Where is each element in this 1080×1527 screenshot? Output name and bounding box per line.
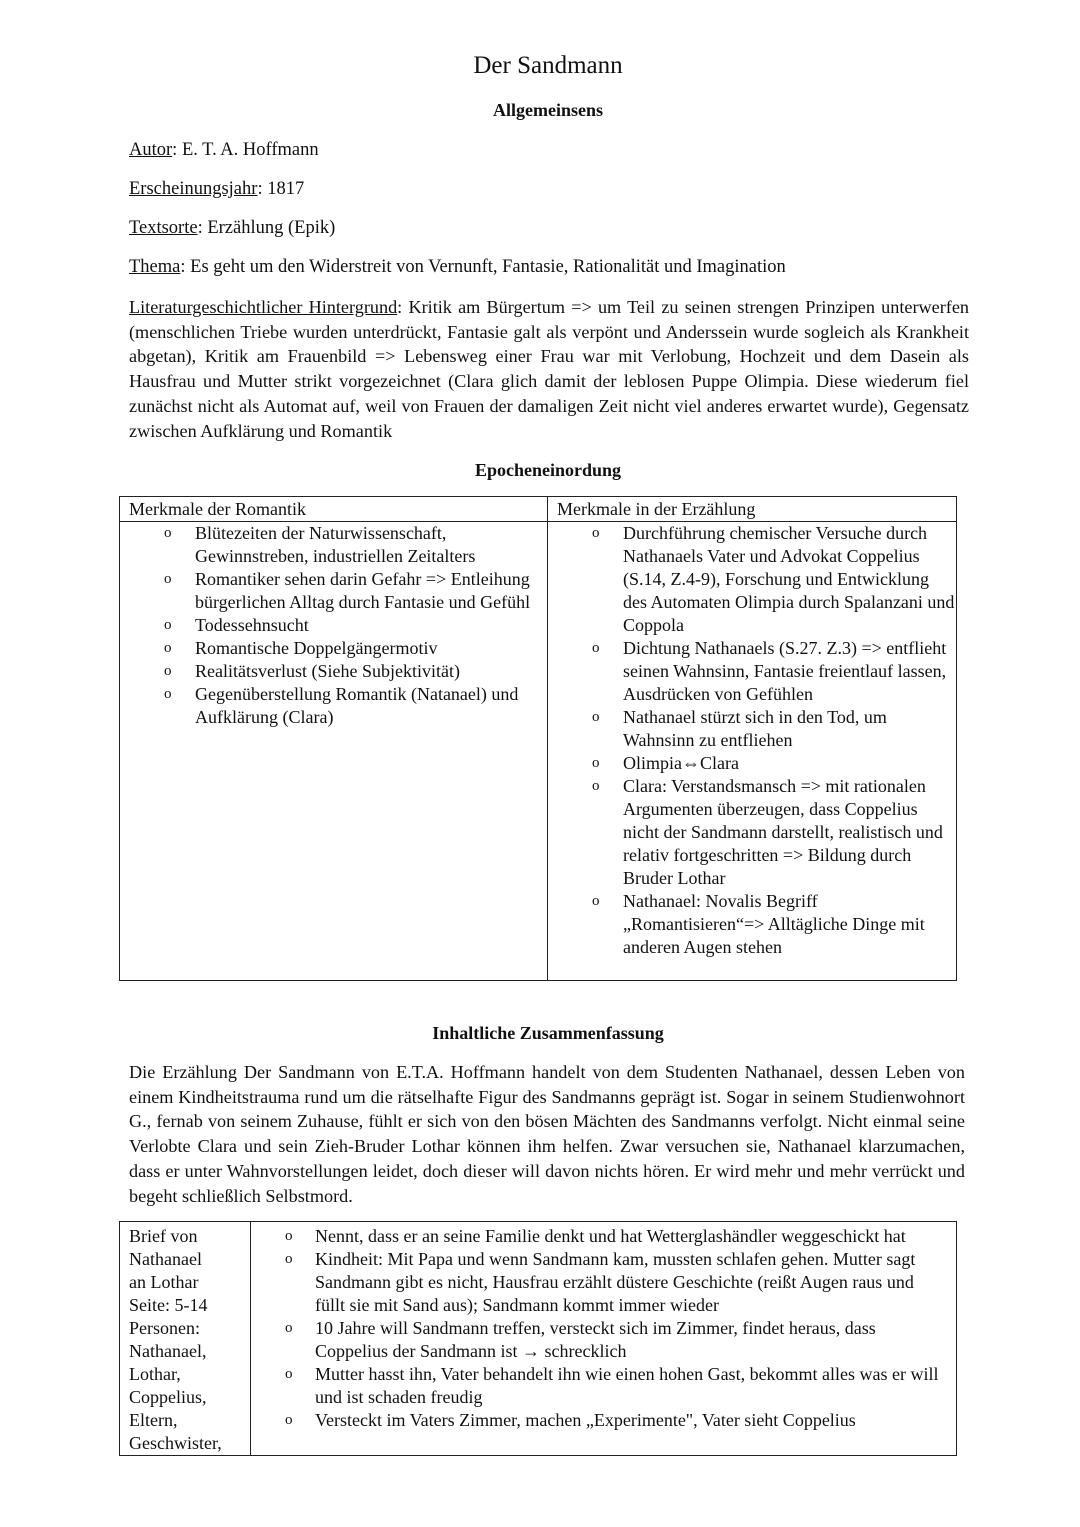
- bullet-circle-icon: o: [592, 525, 600, 541]
- romantic-feature-item: [120, 683, 547, 729]
- author-line: Autor: E. T. A. Hoffmann: [129, 140, 319, 160]
- romantic-feature-item: [120, 568, 547, 614]
- letter-info-line: Personen:: [129, 1318, 200, 1338]
- romantic-feature-item: [120, 614, 547, 637]
- letter-items-list: [251, 1225, 956, 1432]
- story-feature-item-text: Nathanael stürzt sich in den Tod, um Wahnsinn zu entfliehen: [623, 707, 887, 750]
- background-label: Literaturgeschichtlicher Hintergrund: [129, 297, 398, 317]
- story-feature-item: [548, 637, 956, 706]
- story-feature-item-text: Olimpia⇔Clara: [623, 753, 739, 773]
- romantic-feature-item: [120, 660, 547, 683]
- romantic-feature-item: [120, 637, 547, 660]
- romantic-feature-item-text: Romantiker sehen darin Gefahr => Entleihung bürgerlichen Alltag durch Fantasie und Gefühl: [195, 569, 531, 612]
- letter-info-line: Nathanael: [129, 1249, 202, 1269]
- type-label: Textsorte: [129, 218, 198, 238]
- letter-item-text: Nennt, dass er an seine Familie denkt und hat Wetterglashändler weggeschickt hat: [315, 1226, 906, 1246]
- bullet-circle-icon: o: [285, 1366, 293, 1382]
- bullet-circle-icon: o: [164, 686, 172, 702]
- romantic-feature-item-text: Todessehnsucht: [195, 615, 309, 635]
- story-feature-item-text: Durchführung chemischer Versuche durch Nathanaels Vater und Advokat Coppelius (S.14, Z.4-9), Forschung und Entwicklung des Automaten Olimpia durch Spalanzani und Coppola: [623, 523, 955, 635]
- letter-item-text: Versteckt im Vaters Zimmer, machen „Experimente", Vater sieht Coppelius: [315, 1410, 856, 1430]
- story-feature-item-text: Clara: Verstandsmansch => mit rationalen Argumenten überzeugen, dass Coppelius nicht der Sandmann darstellt, realistisch und relativ fortgeschritten => Bildung durch Bruder Lothar: [623, 776, 943, 888]
- epoch-table-header-row: [120, 497, 957, 522]
- letter-info-line: Brief von: [129, 1226, 198, 1246]
- romantic-feature-item-text: Gegenüberstellung Romantik (Natanael) und Aufklärung (Clara): [195, 684, 519, 727]
- bullet-circle-icon: o: [592, 709, 600, 725]
- epoch-col1-cell: [120, 522, 548, 981]
- epoch-table: [119, 496, 957, 981]
- story-feature-item: [548, 752, 956, 775]
- author-label: Autor: [129, 140, 173, 160]
- background-value: Kritik am Bürgertum => um Teil zu seinen strengen Prinzipen unterwerfen (menschlichen Triebe wurden unterdrückt, Fantasie galt als verpönt und Anderssein wurde sogleich als Krankheit abgetan), Kritik am Frauenbild => Lebensweg einer Frau war mit Verlobung, Hochzeit und dem Dasein als Hausfrau und Mutter strikt vorgezeichnet (Clara glich damit der leblosen Puppe Olimpia. Diese wiederum fiel zunächst nicht als Automat auf, weil von Frauen der damaligen Zeit nicht viel anderes erwartet wurde), Gegensatz zwischen Aufklärung und Romantik: [129, 297, 969, 441]
- bullet-circle-icon: o: [285, 1251, 293, 1267]
- letter-info-line: Geschwister,: [129, 1433, 222, 1453]
- letter-item-text: Kindheit: Mit Papa und wenn Sandmann kam, mussten schlafen gehen. Mutter sagt Sandmann gibt es nicht, Hausfrau erzählt düstere Geschichte (reißt Augen raus und füllt sie mit Sand aus); Sandmann kommt immer wieder: [315, 1249, 916, 1315]
- theme-label: Thema: [129, 257, 181, 277]
- theme-value: Es geht um den Widerstreit von Vernunft, Fantasie, Rationalität und Imagination: [190, 257, 786, 277]
- letter-info-line: Eltern,: [129, 1410, 178, 1430]
- romantic-feature-item-text: Blütezeiten der Naturwissenschaft, Gewinnstreben, industriellen Zeitalters: [195, 523, 476, 566]
- summary-paragraph: Die Erzählung Der Sandmann von E.T.A. Hoffmann handelt von dem Studenten Nathanael, dessen Leben von einem Kindheitstrauma rund um die rätselhafte Figur des Sandmanns geprägt ist. Sogar in seinem Studienwohnort G., fernab von seinem Zuhause, fühlt er sich von den bösen Mächten des Sandmanns verfolgt. Nicht einmal seine Verlobte Clara und sein Zieh-Bruder Lothar können ihm helfen. Zwar versuchen sie, Nathanael klarzumachen, dass er unter Wahnvorstellungen leidet, doch dieser will davon nichts hören. Er wird mehr und mehr verrückt und begeht schließlich Selbstmord.: [129, 1062, 965, 1206]
- letter-info-line: an Lothar: [129, 1272, 199, 1292]
- story-feature-item: [548, 890, 956, 959]
- letter-table: [119, 1221, 957, 1456]
- bullet-circle-icon: o: [164, 571, 172, 587]
- letter-info-line: Seite: 5-14: [129, 1295, 208, 1315]
- letter-item-text: Mutter hasst ihn, Vater behandelt ihn wie einen hohen Gast, bekommt alles was er will und ist schaden freudig: [315, 1364, 939, 1407]
- section-heading-epoch: Epocheneinordung: [474, 460, 622, 480]
- letter-info-line: Lothar,: [129, 1364, 181, 1384]
- epoch-table-body-row: [120, 522, 957, 981]
- epoch-col2-cell: [548, 522, 957, 981]
- letter-item: [251, 1225, 956, 1248]
- epoch-col1-header: Merkmale der Romantik: [120, 497, 548, 522]
- romantic-feature-item: [120, 522, 547, 568]
- story-feature-item-text: Dichtung Nathanaels (S.27. Z.3) => entflieht seinen Wahnsinn, Fantasie freientlauf lassen, Ausdrücken von Gefühlen: [623, 638, 947, 704]
- story-feature-item: [548, 522, 956, 637]
- bullet-circle-icon: o: [164, 525, 172, 541]
- letter-items-cell: [251, 1222, 957, 1456]
- letter-info-line: Coppelius,: [129, 1387, 207, 1407]
- story-feature-item: [548, 775, 956, 890]
- bullet-circle-icon: o: [164, 640, 172, 656]
- author-value: E. T. A. Hoffmann: [181, 140, 319, 160]
- letter-item: [251, 1317, 956, 1363]
- letter-item-text: 10 Jahre will Sandmann treffen, versteckt sich im Zimmer, findet heraus, dass Coppelius der Sandmann ist → schrecklich: [315, 1318, 876, 1361]
- romantic-feature-item-text: Realitätsverlust (Siehe Subjektivität): [195, 661, 460, 681]
- romantic-feature-item-text: Romantische Doppelgängermotiv: [195, 638, 438, 658]
- year-label: Erscheinungsjahr: [129, 179, 258, 199]
- section-heading-general: Allgemeinsens: [493, 100, 603, 120]
- letter-info-cell: [120, 1222, 251, 1456]
- bullet-circle-icon: o: [592, 640, 600, 656]
- bullet-circle-icon: o: [592, 893, 600, 909]
- story-feature-item: [548, 706, 956, 752]
- section-heading-summary: Inhaltliche Zusammenfassung: [432, 1023, 664, 1043]
- story-feature-item-text: Nathanael: Novalis Begriff „Romantisieren“=> Alltägliche Dinge mit anderen Augen stehen: [623, 891, 925, 957]
- story-features-list: [548, 522, 956, 959]
- romantic-features-list: [120, 522, 547, 729]
- letter-info-lines: [129, 1225, 250, 1455]
- type-line: Textsorte: Erzählung (Epik): [129, 218, 336, 238]
- background-paragraph: Literaturgeschichtlicher Hintergrund: Kritik am Bürgertum => um Teil zu seinen strengen Prinzipen unterwerfen (menschlichen Triebe wurden unterdrückt, Fantasie galt als verpönt und Anderssein wurde sogleich als Krankheit abgetan), Kritik am Frauenbild => Lebensweg einer Frau war mit Verlobung, Hochzeit und dem Dasein als Hausfrau und Mutter strikt vorgezeichnet (Clara glich damit der leblosen Puppe Olimpia. Diese wiederum fiel zunächst nicht als Automat auf, weil von Frauen der damaligen Zeit nicht viel anderes erwartet wurde), Gegensatz zwischen Aufklärung und Romantik: [129, 297, 969, 441]
- letter-item: [251, 1363, 956, 1409]
- year-line: Erscheinungsjahr: 1817: [129, 179, 305, 199]
- letter-table-row: [120, 1222, 957, 1456]
- bullet-circle-icon: o: [592, 755, 600, 771]
- type-value: Erzählung (Epik): [207, 218, 336, 238]
- bullet-circle-icon: o: [164, 617, 172, 633]
- bullet-circle-icon: o: [164, 663, 172, 679]
- bullet-circle-icon: o: [285, 1320, 293, 1336]
- theme-line: Thema: Es geht um den Widerstreit von Vernunft, Fantasie, Rationalität und Imagination: [129, 257, 786, 277]
- bullet-circle-icon: o: [592, 778, 600, 794]
- year-value: 1817: [267, 179, 305, 199]
- bullet-circle-icon: o: [285, 1412, 293, 1428]
- epoch-col2-header: Merkmale in der Erzählung: [548, 497, 957, 522]
- letter-info-line: Nathanael,: [129, 1341, 207, 1361]
- letter-item: [251, 1248, 956, 1317]
- bullet-circle-icon: o: [285, 1228, 293, 1244]
- letter-item: [251, 1409, 956, 1432]
- document-title: Der Sandmann: [473, 52, 623, 79]
